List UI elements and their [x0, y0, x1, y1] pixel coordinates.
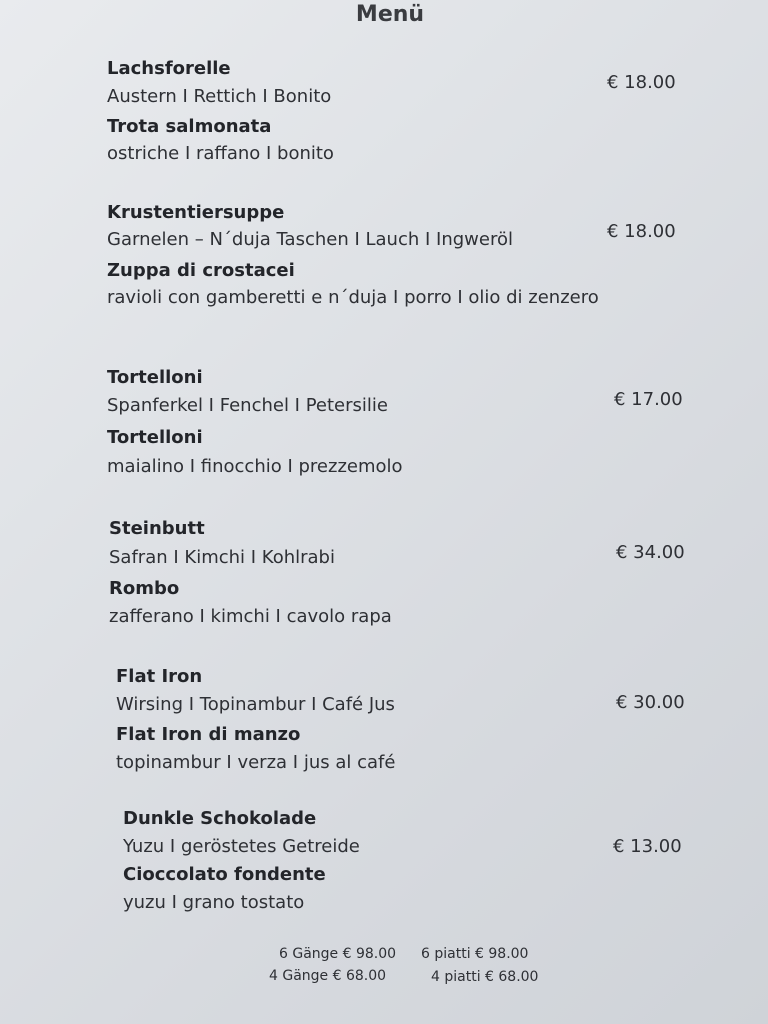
course-name-de: Steinbutt: [109, 518, 205, 539]
footer-4-courses-it: 4 piatti € 68.00: [431, 969, 539, 985]
course-name-it: Cioccolato fondente: [123, 864, 326, 885]
course-name-de: Dunkle Schokolade: [123, 808, 317, 829]
course-name-de: Krustentiersuppe: [107, 202, 285, 223]
course-item: [109, 518, 609, 638]
course-desc-de: Safran I Kimchi I Kohlrabi: [109, 547, 335, 568]
course-desc-de: Spanferkel I Fenchel I Petersilie: [107, 395, 388, 416]
course-item: [107, 202, 667, 322]
course-name-it: Tortelloni: [107, 427, 203, 448]
course-item: [123, 808, 623, 928]
course-name-de: Flat Iron: [116, 666, 203, 687]
course-desc-it: maialino I finocchio I prezzemolo: [107, 456, 403, 477]
course-price: € 18.00: [607, 72, 676, 93]
course-name-it: Zuppa di crostacei: [107, 260, 295, 281]
course-desc-it: topinambur I verza I jus al café: [116, 752, 396, 773]
course-price: € 13.00: [613, 836, 682, 857]
menu-title: Menü: [355, 2, 425, 27]
footer-6-courses-de: 6 Gänge € 98.00: [279, 946, 397, 962]
footer-6-courses-it: 6 piatti € 98.00: [421, 946, 529, 962]
course-price: € 34.00: [616, 542, 685, 563]
course-item: [116, 666, 616, 786]
footer-4-courses-de: 4 Gänge € 68.00: [269, 968, 387, 984]
course-item: [107, 367, 607, 487]
course-name-it: Trota salmonata: [107, 116, 272, 137]
course-price: € 18.00: [607, 221, 676, 242]
course-desc-it: zafferano I kimchi I cavolo rapa: [109, 606, 392, 627]
course-name-de: Lachsforelle: [107, 58, 231, 79]
course-desc-de: Garnelen – N´duja Taschen I Lauch I Ingweröl: [107, 229, 513, 250]
course-name-de: Tortelloni: [107, 367, 203, 388]
course-name-it: Rombo: [109, 578, 180, 599]
course-desc-de: Wirsing I Topinambur I Café Jus: [116, 694, 395, 715]
course-desc-it: ravioli con gamberetti e n´duja I porro I olio di zenzero: [107, 287, 599, 308]
course-desc-it: yuzu I grano tostato: [123, 892, 305, 913]
course-desc-de: Yuzu I geröstetes Getreide: [123, 836, 360, 857]
course-desc-it: ostriche I raffano I bonito: [107, 143, 334, 164]
course-desc-de: Austern I Rettich I Bonito: [107, 86, 332, 107]
course-price: € 30.00: [616, 692, 685, 713]
course-price: € 17.00: [614, 389, 683, 410]
course-name-it: Flat Iron di manzo: [116, 724, 301, 745]
